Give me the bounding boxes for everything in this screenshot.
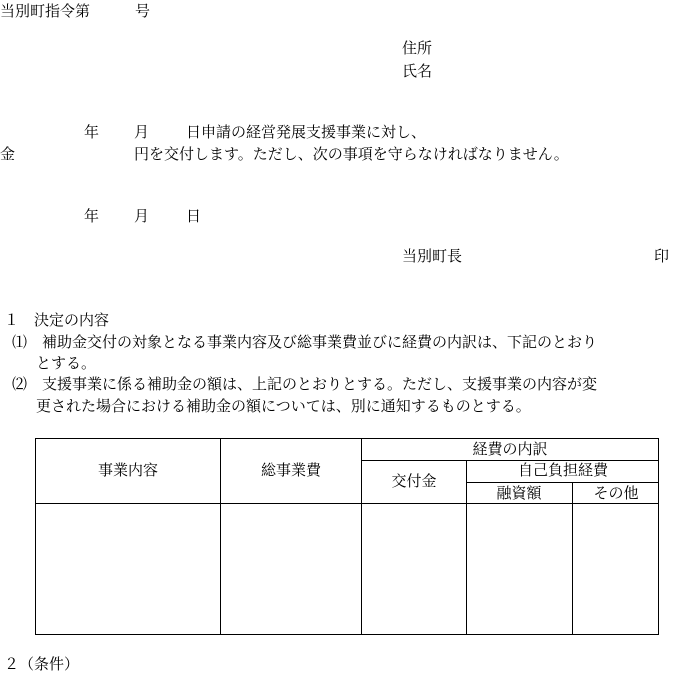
grant-text: 円を交付します。ただし、次の事項を守らなければなりません。 <box>134 145 569 163</box>
table-rule <box>466 460 467 635</box>
amount-label: 金 <box>0 145 16 163</box>
table-border-bottom <box>35 634 659 635</box>
header-loan-amount: 融資額 <box>496 484 542 502</box>
table-border-left <box>35 438 36 635</box>
day-label-2: 日 <box>186 207 202 225</box>
item-2-line-1: ⑵ 支援事業に係る補助金の額は、上記のとおりとする。ただし、支援事業の内容が変 <box>12 375 598 393</box>
table-header-bottom <box>35 503 659 504</box>
table-border-top <box>35 438 659 439</box>
table-border-right <box>658 438 659 635</box>
month-label-2: 月 <box>134 207 150 225</box>
name-label: 氏名 <box>402 62 433 80</box>
seal-mark: 印 <box>654 247 670 265</box>
header-expense-breakdown: 経費の内訳 <box>472 440 548 458</box>
year-label-2: 年 <box>84 207 100 225</box>
address-label: 住所 <box>402 39 433 57</box>
table-rule <box>361 438 362 635</box>
application-text: 日申請の経営発展支援事業に対し、 <box>186 123 427 141</box>
table-rule <box>466 482 659 483</box>
year-label-1: 年 <box>84 123 100 141</box>
table-rule <box>220 438 221 635</box>
doc-number-label: 当別町指令第 <box>0 2 91 20</box>
table-rule <box>572 482 573 635</box>
mayor-label: 当別町長 <box>402 247 463 265</box>
item-1-line-2: とする。 <box>36 354 97 372</box>
section-1-heading: １ 決定の内容 <box>4 311 110 329</box>
header-other: その他 <box>593 484 639 502</box>
item-2-line-2: 更された場合における補助金の額については、別に通知するものとする。 <box>36 397 531 415</box>
header-business-content: 事業内容 <box>97 461 159 479</box>
table-rule <box>361 460 659 461</box>
month-label-1: 月 <box>134 123 150 141</box>
doc-number-suffix: 号 <box>135 2 151 20</box>
item-1-line-1: ⑴ 補助金交付の対象となる事業内容及び総事業費並びに経費の内訳は、下記のとおり <box>12 333 598 351</box>
header-total-cost: 総事業費 <box>260 461 322 479</box>
section-2-heading: ２（条件） <box>4 655 80 673</box>
header-self-burden: 自己負担経費 <box>517 461 609 479</box>
header-grant: 交付金 <box>391 472 437 490</box>
